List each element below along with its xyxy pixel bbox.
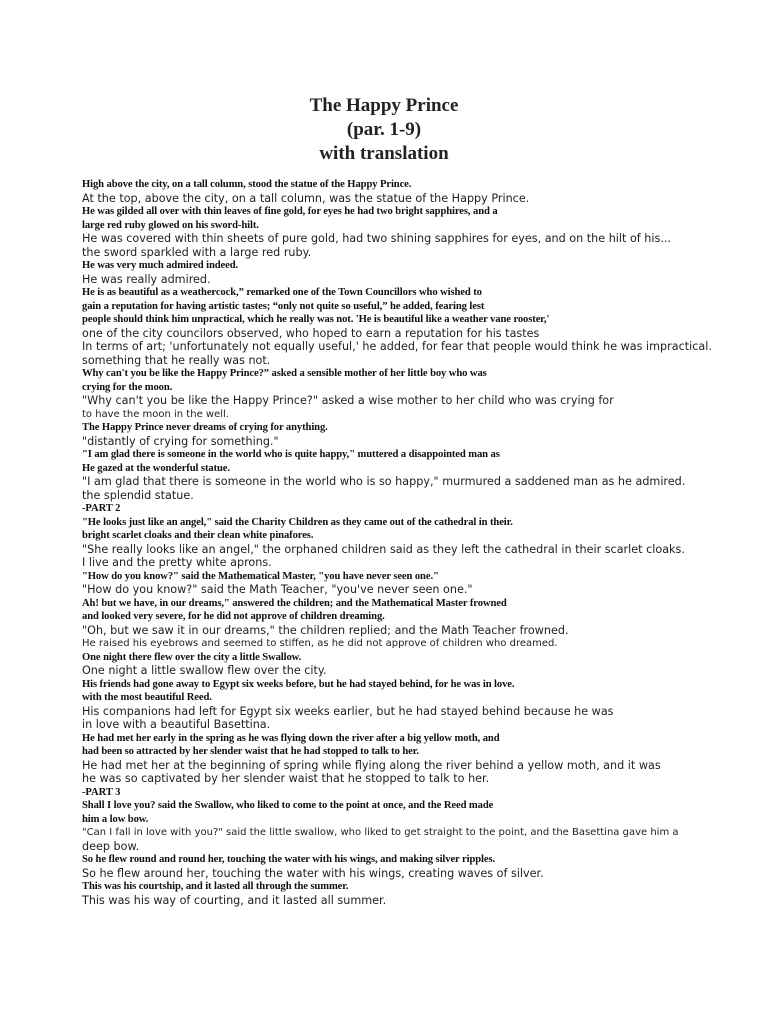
- original-text-line: He had met her early in the spring as he was flying down the river after a big yellow moth, and: [82, 732, 500, 744]
- translation-text-line: he was so captivated by her slender waist that he stopped to talk to her.: [82, 772, 490, 785]
- translation-text-line: He was really admired.: [82, 272, 211, 286]
- original-text-line: One night there flew over the city a little Swallow.: [82, 651, 302, 663]
- original-text-line: -PART 2: [82, 503, 121, 514]
- original-text-line: So he flew round and round her, touching the water with his wings, and making silver ripples.: [82, 854, 496, 865]
- original-text-line: His friends had gone away to Egypt six weeks before, but he had stayed behind, for he was in love.: [82, 678, 515, 690]
- original-text-line: with the most beautiful Reed.: [82, 692, 212, 703]
- original-text-line: "He looks just like an angel," said the Charity Children as they came out of the cathedral in their.: [82, 516, 513, 528]
- original-text-line: -PART 3: [82, 786, 121, 798]
- translation-text-line: "Can I fall in love with you?" said the little swallow, who liked to get straight to the point, and the Basettina gave him a: [82, 827, 679, 838]
- document-body: [82, 178, 712, 907]
- translation-text-line: "I am glad that there is someone in the world who is so happy," murmured a saddened man as he admired.: [82, 475, 686, 488]
- translation-text-line: In terms of art; 'unfortunately not equally useful,' he added, for fear that people would think he was impractical.: [82, 340, 712, 353]
- translation-text-line: He raised his eyebrows and seemed to stiffen, as he did not approve of children who dreamed.: [82, 638, 558, 649]
- translation-text-line: So he flew around her, touching the water with his wings, creating waves of silver.: [82, 866, 544, 880]
- translation-text-line: I live and the pretty white aprons.: [82, 556, 272, 569]
- translation-text-line: "How do you know?" said the Math Teacher, "you've never seen one.": [82, 583, 473, 596]
- original-text-line: people should think him unpractical, which he really was not. 'He is beautiful like a weather vane rooster,': [82, 314, 550, 325]
- translation-text-line: At the top, above the city, on a tall column, was the statue of the Happy Prince.: [82, 191, 530, 205]
- original-text-line: He was very much admired indeed.: [82, 260, 239, 271]
- translation-text-line: one of the city councilors observed, who hoped to earn a reputation for his tastes: [82, 326, 540, 340]
- original-text-line: crying for the moon.: [82, 381, 173, 393]
- title-line: (par. 1-9): [346, 119, 422, 140]
- title-line: The Happy Prince: [309, 95, 459, 116]
- original-text-line: Shall I love you? said the Swallow, who liked to come to the point at once, and the Reed made: [82, 800, 494, 811]
- original-text-line: High above the city, on a tall column, stood the statue of the Happy Prince.: [82, 179, 412, 190]
- original-text-line: him a low bow.: [82, 813, 149, 825]
- translation-text-line: "Oh, but we saw it in our dreams," the children replied; and the Math Teacher frowned.: [82, 623, 569, 637]
- original-text-line: had been so attracted by her slender waist that he had stopped to talk to her.: [82, 746, 419, 757]
- translation-text-line: the sword sparkled with a large red ruby.: [82, 245, 312, 259]
- document-title: [0, 94, 768, 166]
- translation-text-line: the splendid statue.: [82, 488, 194, 502]
- title-line: with translation: [319, 143, 449, 164]
- original-text-line: This was his courtship, and it lasted all through the summer.: [82, 881, 349, 892]
- original-text-line: "How do you know?" said the Mathematical Master, "you have never seen one.": [82, 570, 439, 582]
- translation-text-line: One night a little swallow flew over the city.: [82, 664, 327, 677]
- translation-text-line: to have the moon in the well.: [82, 408, 229, 420]
- translation-text-line: "Why can't you be like the Happy Prince?" asked a wise mother to her child who was crying for: [82, 394, 614, 407]
- original-text-line: bright scarlet cloaks and their clean white pinafores.: [82, 530, 314, 541]
- original-text-line: "I am glad there is someone in the world who is quite happy," muttered a disappointed man as: [82, 449, 500, 460]
- original-text-line: gain a reputation for having artistic tastes; “only not quite so useful,” he added, fearing lest: [82, 300, 485, 312]
- translation-text-line: His companions had left for Egypt six weeks earlier, but he had stayed behind because he was: [82, 704, 614, 718]
- translation-text-line: He was covered with thin sheets of pure gold, had two shining sapphires for eyes, and on the hilt of his...: [82, 232, 671, 245]
- original-text-line: Why can't you be like the Happy Prince?” asked a sensible mother of her little boy who was: [82, 368, 487, 379]
- translation-text-line: "distantly of crying for something.": [82, 434, 279, 448]
- original-text-line: Ah! but we have, in our dreams," answered the children; and the Mathematical Master frowned: [82, 597, 507, 609]
- original-text-line: He was gilded all over with thin leaves of fine gold, for eyes he had two bright sapphires, and a: [82, 206, 498, 217]
- translation-text-line: in love with a beautiful Basettina.: [82, 718, 271, 731]
- original-text-line: He gazed at the wonderful statue.: [82, 462, 230, 474]
- translation-text-line: something that he really was not.: [82, 353, 271, 367]
- original-text-line: and looked very severe, for he did not approve of children dreaming.: [82, 611, 385, 622]
- translation-text-line: "She really looks like an angel," the orphaned children said as they left the cathedral in their scarlet cloaks.: [82, 542, 685, 556]
- translation-text-line: deep bow.: [82, 839, 140, 853]
- translation-text-line: He had met her at the beginning of spring while flying along the river behind a yellow moth, and it was: [82, 758, 661, 772]
- translation-text-line: This was his way of courting, and it lasted all summer.: [82, 893, 387, 907]
- original-text-line: The Happy Prince never dreams of crying for anything.: [82, 422, 328, 433]
- original-text-line: He is as beautiful as a weathercock,” remarked one of the Town Councillors who wished to: [82, 287, 482, 298]
- original-text-line: large red ruby glowed on his sword-hilt.: [82, 219, 259, 231]
